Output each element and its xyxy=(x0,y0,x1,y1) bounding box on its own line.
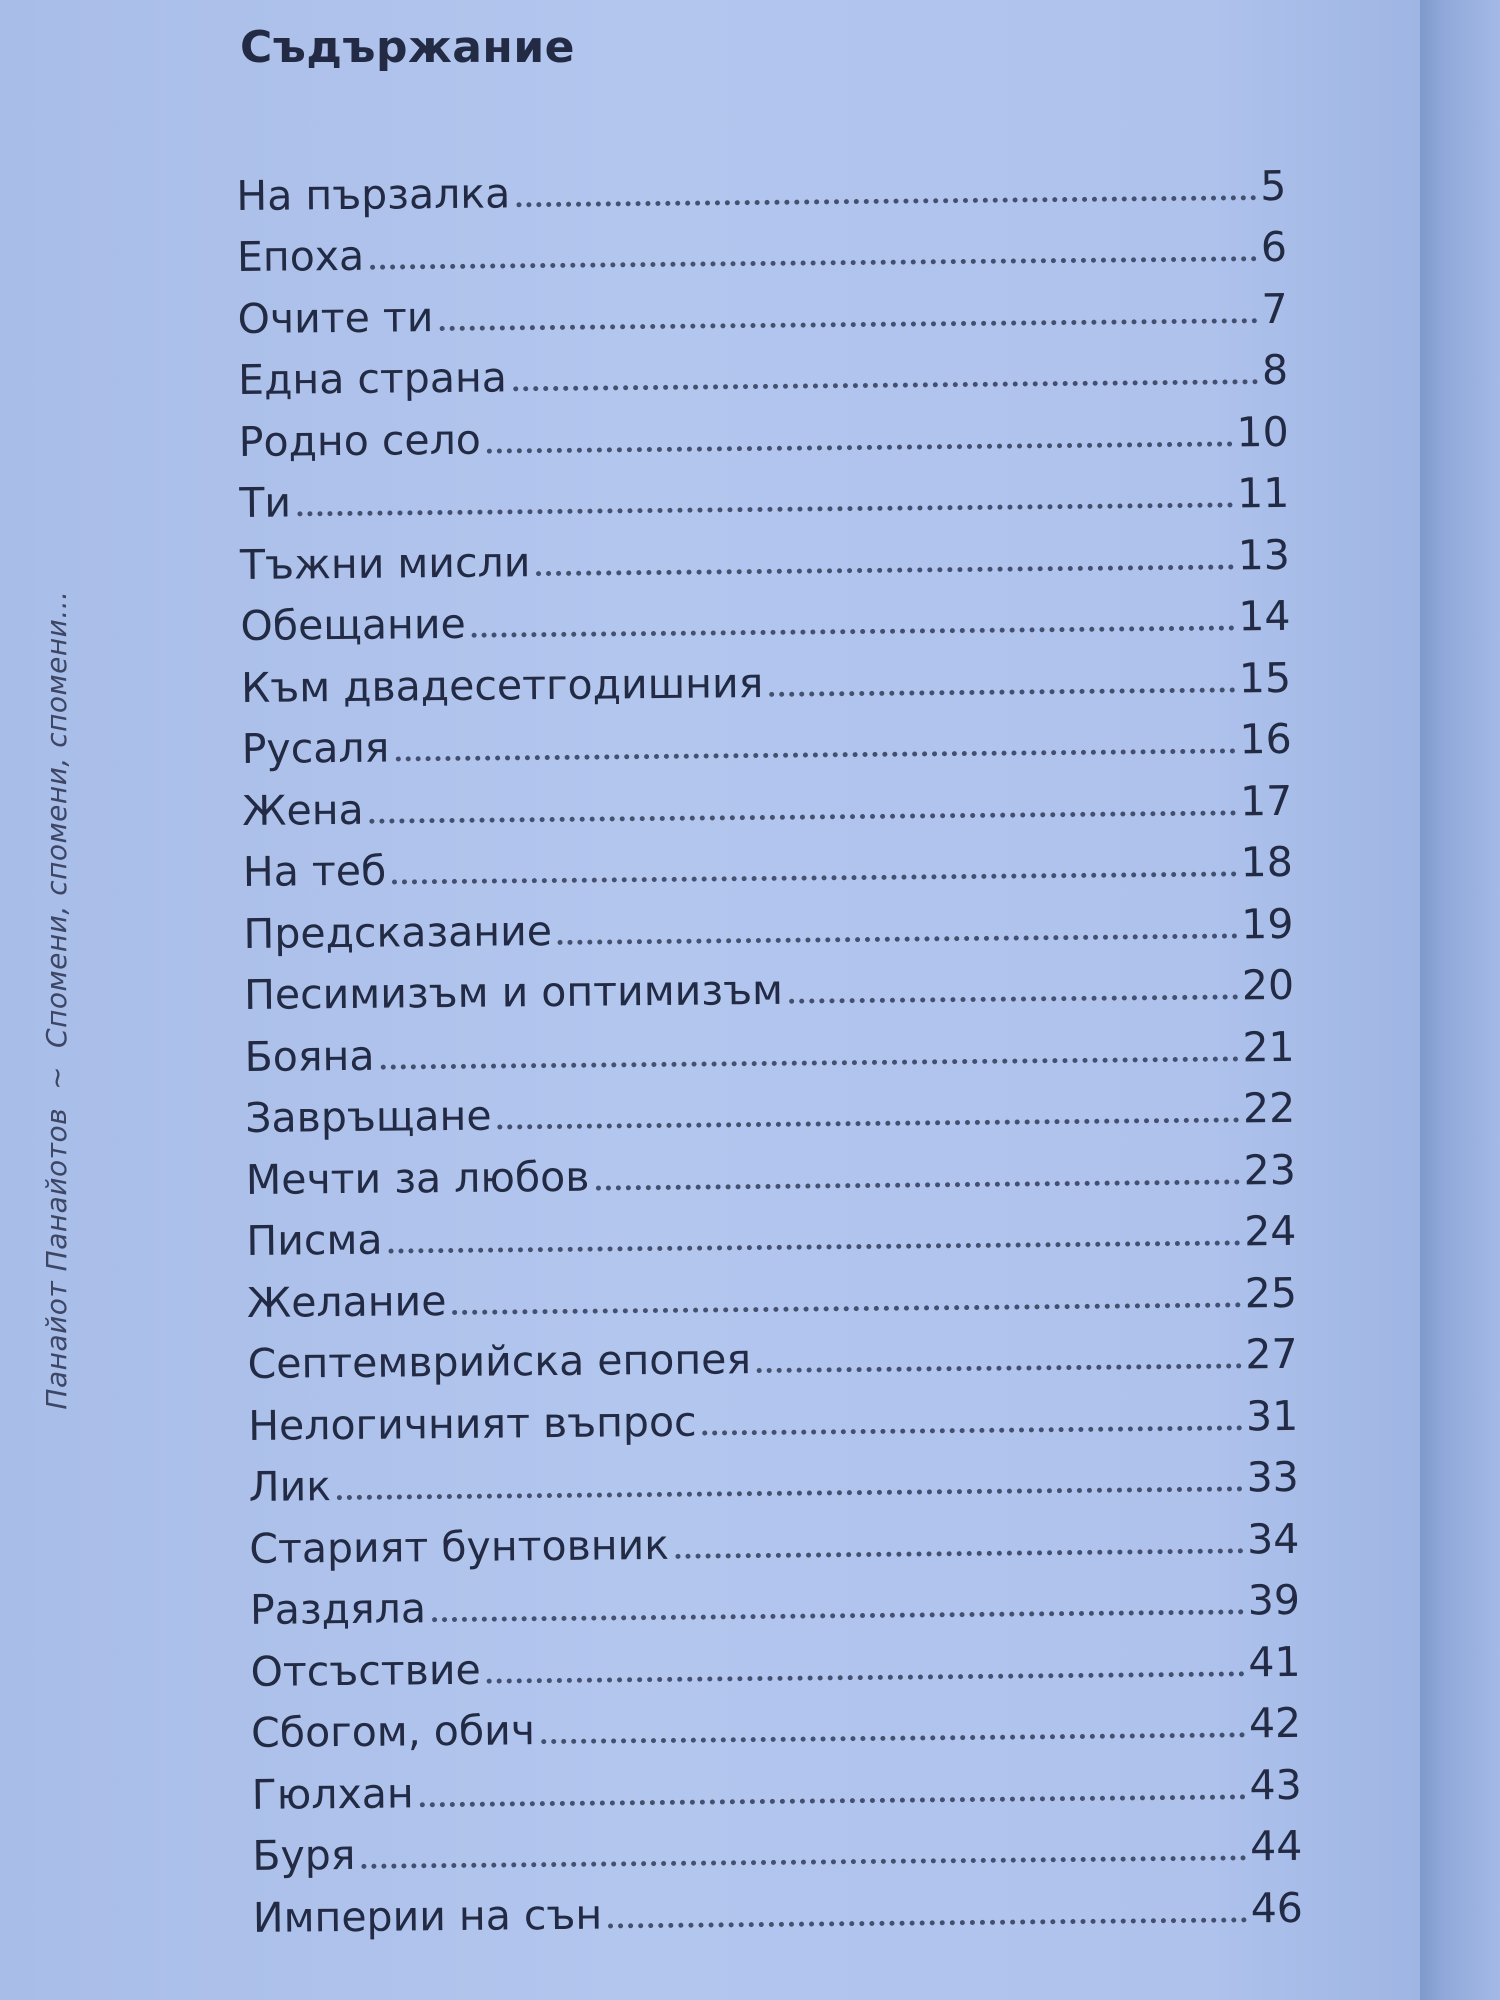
toc-entry xyxy=(242,760,1293,835)
toc-entry-page-number: 33 xyxy=(1246,1452,1299,1502)
toc-entry-page-number: 42 xyxy=(1248,1698,1302,1748)
toc-entry-title: Буря xyxy=(252,1830,356,1880)
toc-entry xyxy=(237,268,1288,343)
toc-entry-title: На пързалка xyxy=(236,168,511,220)
dot-leader xyxy=(487,1661,1245,1683)
dot-leader xyxy=(361,1845,1246,1868)
dot-leader xyxy=(392,861,1237,884)
dot-leader xyxy=(757,1353,1241,1373)
dot-leader xyxy=(370,800,1237,823)
toc-entry-title: Предсказание xyxy=(243,906,553,958)
dot-leader xyxy=(439,308,1257,331)
dot-leader xyxy=(395,738,1235,761)
toc-entry-title: Епоха xyxy=(236,231,365,281)
toc-entry-page-number: 27 xyxy=(1245,1329,1298,1379)
toc-entry-page-number: 34 xyxy=(1246,1514,1300,1563)
toc-entry-title: Империи на сън xyxy=(252,1890,603,1942)
running-head-book-title: Спомени, спомени, спомени... xyxy=(40,590,73,1048)
toc-entry-page-number: 14 xyxy=(1238,591,1291,641)
dot-leader xyxy=(472,615,1235,637)
toc-entry-page-number: 43 xyxy=(1249,1760,1302,1809)
dot-leader xyxy=(703,1415,1243,1435)
dot-leader xyxy=(487,431,1233,453)
toc-entry-page-number: 13 xyxy=(1237,530,1291,579)
dot-leader xyxy=(536,554,1234,576)
toc-entry xyxy=(252,1867,1304,1942)
swash-ornament-icon: ~ xyxy=(40,1065,73,1090)
dot-leader xyxy=(675,1538,1243,1558)
toc-entry-title: Тъжни мисли xyxy=(239,537,531,589)
toc-entry-page-number: 31 xyxy=(1245,1391,1299,1440)
toc-entry-title: Нелогичният въпрос xyxy=(247,1397,697,1450)
toc-entry-title: Обещание xyxy=(240,599,466,650)
dot-leader xyxy=(297,492,1233,516)
dot-leader xyxy=(388,1230,1240,1253)
dot-leader xyxy=(608,1907,1247,1928)
toc-entry-title: Септемврийска епопея xyxy=(247,1335,752,1388)
toc-entry-title: Бояна xyxy=(244,1031,375,1081)
toc-entry-title: Мечти за любов xyxy=(245,1152,590,1204)
dot-leader xyxy=(558,923,1237,945)
toc-entry-page-number: 11 xyxy=(1236,468,1290,518)
toc-entry-page-number: 20 xyxy=(1241,960,1295,1010)
running-head-author: Панайот Панайотов xyxy=(40,1107,73,1410)
toc-entry xyxy=(242,821,1294,896)
toc-entry-page-number: 21 xyxy=(1242,1022,1295,1071)
dot-leader xyxy=(595,1169,1239,1190)
toc-entry-page-number: 39 xyxy=(1247,1575,1301,1625)
table-of-contents xyxy=(236,145,1304,1942)
dot-leader xyxy=(769,677,1235,696)
toc-entry-page-number: 22 xyxy=(1242,1083,1296,1133)
toc-entry-title: Сбогом, обич xyxy=(250,1706,536,1757)
toc-entry-page-number: 41 xyxy=(1248,1637,1301,1686)
toc-entry-page-number: 16 xyxy=(1239,714,1292,764)
facing-page-edge xyxy=(1420,0,1500,2000)
dot-leader xyxy=(516,185,1256,207)
dot-leader xyxy=(513,369,1258,391)
toc-entry-title: Старият бунтовник xyxy=(249,1520,670,1573)
toc-entry xyxy=(236,145,1287,220)
toc-entry-page-number: 18 xyxy=(1240,837,1294,887)
dot-leader xyxy=(370,246,1257,270)
toc-entry-title: Към двадесетгодишния xyxy=(240,658,764,712)
toc-entry xyxy=(245,1067,1296,1142)
toc-entry-page-number: 8 xyxy=(1261,345,1289,395)
dot-leader xyxy=(498,1107,1240,1129)
toc-entry xyxy=(246,1252,1298,1327)
dot-leader xyxy=(789,984,1238,1003)
toc-title: Съдържание xyxy=(240,22,575,73)
toc-entry-title: Отсъствие xyxy=(250,1645,481,1696)
toc-entry-page-number: 25 xyxy=(1244,1268,1298,1317)
toc-entry xyxy=(243,883,1294,958)
toc-entry-title: Жена xyxy=(242,785,364,835)
toc-entry-title: Гюлхан xyxy=(251,1768,414,1819)
toc-entry-title: Завръщане xyxy=(245,1091,492,1142)
dot-leader xyxy=(541,1722,1245,1744)
toc-entry-page-number: 46 xyxy=(1250,1883,1304,1932)
toc-entry-page-number: 19 xyxy=(1241,899,1294,948)
toc-entry-title: Лик xyxy=(248,1462,332,1511)
toc-entry-page-number: 7 xyxy=(1261,284,1288,333)
toc-entry-title: Раздяла xyxy=(249,1584,427,1634)
dot-leader xyxy=(337,1476,1243,1500)
toc-entry-page-number: 10 xyxy=(1236,407,1289,456)
toc-entry-title: Очите ти xyxy=(237,292,434,343)
toc-entry-page-number: 17 xyxy=(1239,776,1293,825)
toc-entry-title: Ти xyxy=(239,478,292,527)
dot-leader xyxy=(432,1599,1244,1622)
toc-entry-page-number: 24 xyxy=(1243,1206,1297,1256)
toc-entry xyxy=(239,514,1291,589)
toc-entry-title: Писма xyxy=(246,1215,383,1265)
toc-entry-title: Песимизъм и оптимизъм xyxy=(243,965,784,1019)
toc-entry-page-number: 23 xyxy=(1243,1145,1297,1194)
toc-entry-page-number: 15 xyxy=(1238,653,1292,702)
toc-entry-title: На теб xyxy=(242,846,387,896)
running-head xyxy=(40,70,80,1930)
toc-entry-title: Родно село xyxy=(238,415,482,466)
toc-entry-title: Една страна xyxy=(237,353,508,404)
toc-entry-page-number: 6 xyxy=(1260,222,1288,272)
toc-entry-title: Желание xyxy=(246,1276,447,1327)
toc-entry-title: Русаля xyxy=(241,723,390,773)
dot-leader xyxy=(380,1046,1238,1069)
toc-entry-page-number: 5 xyxy=(1260,161,1287,210)
dot-leader xyxy=(420,1784,1246,1807)
toc-entry xyxy=(249,1498,1300,1573)
dot-leader xyxy=(452,1292,1241,1315)
toc-entry-page-number: 44 xyxy=(1249,1821,1303,1871)
